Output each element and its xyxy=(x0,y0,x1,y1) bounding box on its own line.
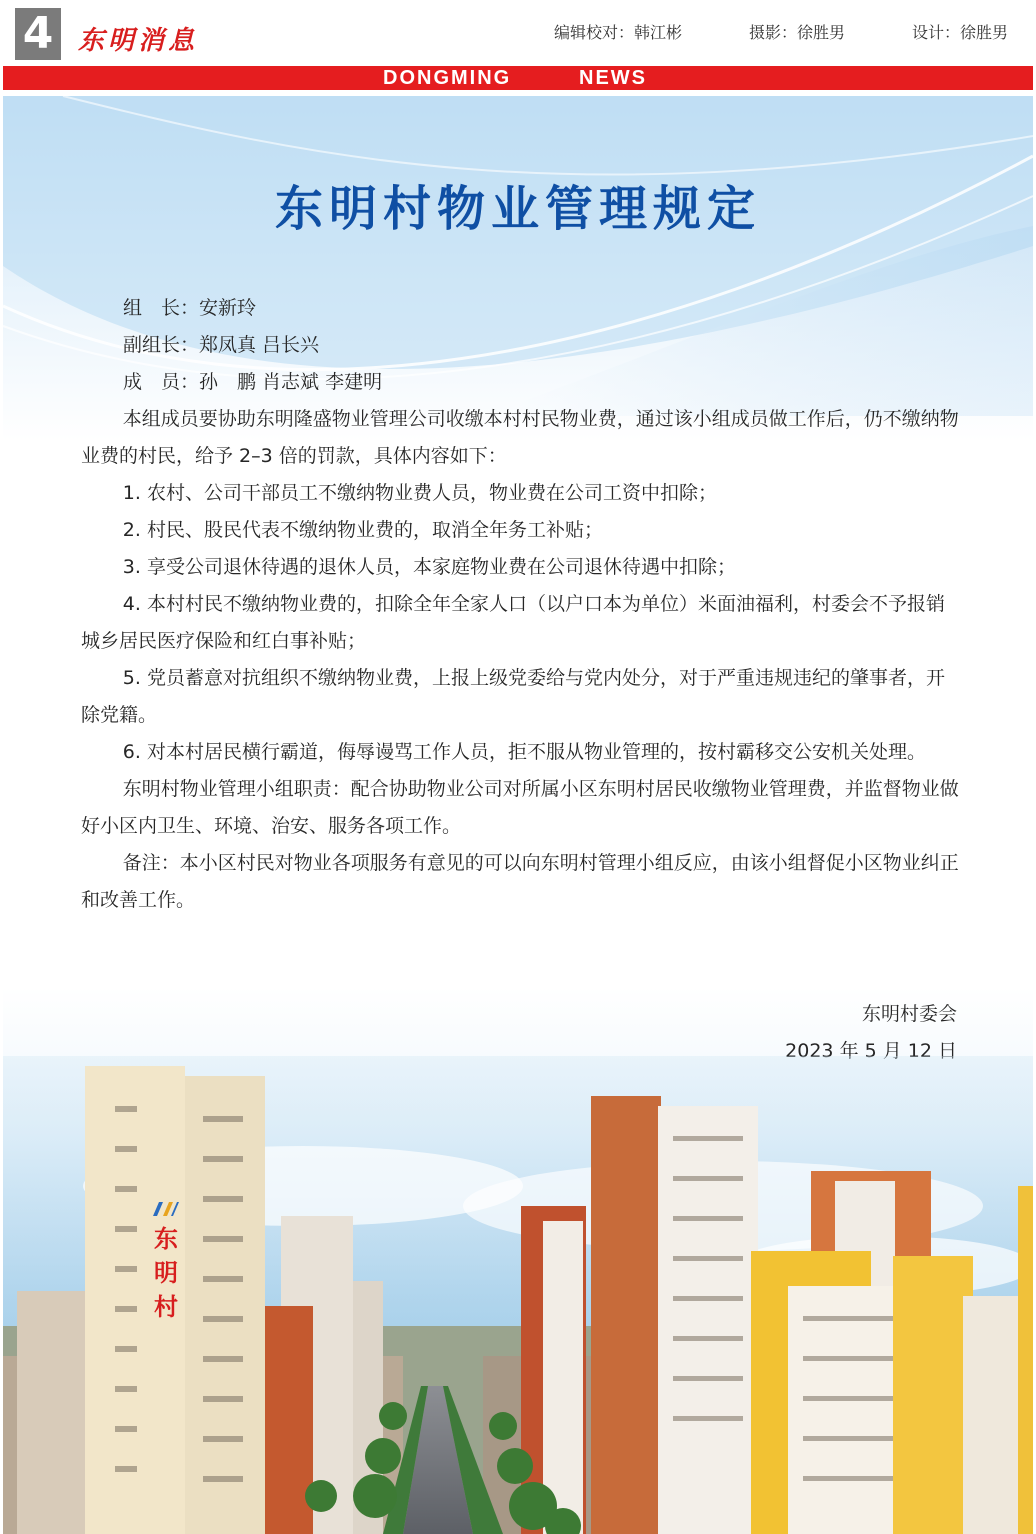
band-word-dongming: DONGMING xyxy=(383,67,512,89)
signature-date: 2023 年 5 月 12 日 xyxy=(785,1040,957,1062)
signature-committee: 东明村委会 xyxy=(861,1003,957,1025)
roster-leader: 组 长：安新玲 xyxy=(123,297,257,319)
photographer-credit: 摄影：徐胜男 xyxy=(749,23,846,42)
designer-credit: 设计：徐胜男 xyxy=(912,23,1009,42)
band-word-news: NEWS xyxy=(579,67,647,89)
paragraph-intro: 本组成员要协助东明隆盛物业管理公司收缴本村村民物业费，通过该小组成员做工作后，仍不缴纳物业费的村民，给予 2–3 倍的罚款，具体内容如下： xyxy=(81,408,959,467)
article-title: 东明村物业管理规定 xyxy=(274,181,761,237)
paragraph-duties: 东明村物业管理小组职责：配合协助物业公司对所属小区东明村居民收缴物业管理费，并监督物业做好小区内卫生、环境、治安、服务各项工作。 xyxy=(81,778,959,837)
roster-deputy: 副组长：郑凤真 吕长兴 xyxy=(123,334,320,356)
page-header xyxy=(0,0,1036,66)
paragraph-rule-6: 6. 对本村居民横行霸道，侮辱谩骂工作人员，拒不服从物业管理的，按村霸移交公安机关处理。 xyxy=(122,741,926,763)
paragraph-note: 备注：本小区村民对物业各项服务有意见的可以向东明村管理小组反应，由该小组督促小区物业纠正和改善工作。 xyxy=(81,852,959,911)
roster-members: 成 员：孙 鹏 肖志斌 李建明 xyxy=(123,371,383,393)
building-logo-icon xyxy=(151,1200,181,1218)
paragraph-rule-2: 2. 村民、股民代表不缴纳物业费的，取消全年务工补贴； xyxy=(122,519,603,541)
editor-credit: 编辑校对：韩江彬 xyxy=(554,23,683,42)
building-sign: 东明村 xyxy=(154,1225,178,1321)
paragraph-rule-4: 4. 本村村民不缴纳物业费的，扣除全年全家人口（以户口本为单位）米面油福利，村委会不予报销城乡居民医疗保险和红白事补贴； xyxy=(81,593,945,652)
article-body xyxy=(81,290,961,919)
article-panel xyxy=(3,96,1033,1534)
paragraph-rule-1: 1. 农村、公司干部员工不缴纳物业费人员，物业费在公司工资中扣除； xyxy=(122,482,717,504)
paragraph-rule-3: 3. 享受公司退休待遇的退休人员，本家庭物业费在公司退休待遇中扣除； xyxy=(122,556,736,578)
masthead-band xyxy=(3,66,1033,90)
newspaper-brand: 东明消息 xyxy=(78,26,199,56)
page-number-badge: 4 xyxy=(15,8,61,60)
paragraph-rule-5: 5. 党员蓄意对抗组织不缴纳物业费，上报上级党委给与党内处分，对于严重违规违纪的肇事者，开除党籍。 xyxy=(81,667,945,726)
